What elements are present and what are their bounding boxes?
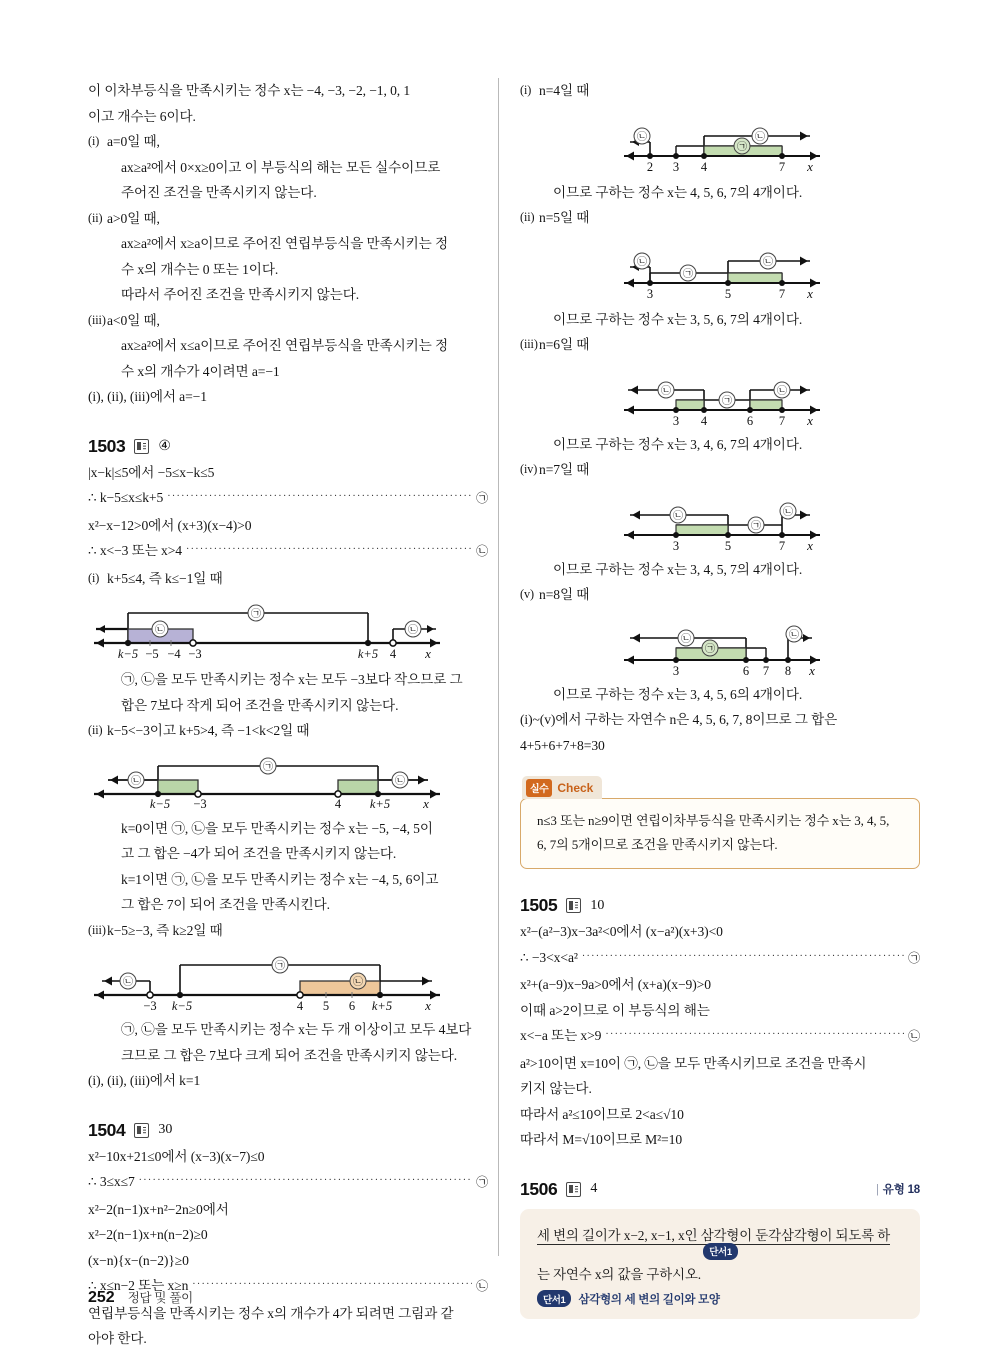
problem-header-1504 bbox=[88, 1120, 488, 1141]
text-line: 이므로 구하는 정수 x는 3, 5, 6, 7의 4개이다. bbox=[553, 311, 803, 327]
text-line: x²−(a²−3)x−3a²<0에서 (x−a²)(x+3)<0 bbox=[520, 924, 723, 939]
case-i bbox=[520, 78, 920, 104]
svg-text:㉠: ㉠ bbox=[251, 609, 261, 620]
check-callout bbox=[520, 776, 920, 869]
case-iii bbox=[520, 332, 920, 358]
svg-text:2: 2 bbox=[646, 159, 654, 174]
text-line: 그 합은 7이 되어 조건을 만족시킨다. bbox=[121, 897, 330, 912]
text-line: ∴ −3<x<a² bbox=[520, 949, 578, 965]
numberline-n-8-svg bbox=[520, 616, 900, 676]
text-line: ∴ x<−3 또는 x>4 bbox=[88, 543, 182, 558]
eq-tag: ㉠ bbox=[476, 491, 488, 505]
problem-1504 bbox=[88, 1120, 488, 1352]
text-line: x²−x−12>0에서 (x+3)(x−4)>0 bbox=[88, 517, 252, 533]
svg-text:㉠: ㉠ bbox=[737, 141, 747, 153]
problem-number: 1503 bbox=[88, 435, 126, 456]
text-line: ax≥a²에서 x≥a이므로 주어진 연립부등식을 만족시키는 정 bbox=[121, 236, 449, 251]
svg-text:5: 5 bbox=[724, 538, 732, 551]
case-text: a<0일 때, bbox=[107, 312, 160, 328]
svg-text:㉡: ㉡ bbox=[637, 131, 647, 143]
case-text: n=5일 때 bbox=[539, 210, 590, 225]
text-line: 합은 7보다 작게 되어 조건을 만족시키지 않는다. bbox=[121, 697, 399, 713]
svg-text:−4: −4 bbox=[167, 647, 181, 661]
svg-text:x: x bbox=[807, 285, 813, 301]
svg-text:7: 7 bbox=[778, 159, 786, 174]
numberline-n-5-svg bbox=[520, 239, 900, 301]
numberline-minus1-lt-k-lt-2-svg bbox=[88, 752, 448, 810]
figure-numberline-n5 bbox=[520, 239, 920, 301]
figure-numberline-n6 bbox=[520, 366, 920, 426]
case-marker: (iii) bbox=[88, 312, 106, 327]
eq-tag: ㉡ bbox=[908, 1029, 920, 1043]
svg-text:6: 6 bbox=[746, 413, 754, 426]
svg-text:㉠: ㉠ bbox=[263, 761, 273, 773]
tagged-line bbox=[88, 1169, 488, 1197]
conclusion-line: (i)~(v)에서 구하는 자연수 n은 4, 5, 6, 7, 8이므로 그 합은 bbox=[520, 712, 838, 727]
text-line: n≤3 또는 n≥9이면 연립이차부등식을 만족시키는 정수 x는 3, 4, 5, bbox=[537, 813, 890, 828]
left-column bbox=[88, 78, 488, 1352]
dot-leader bbox=[186, 535, 472, 563]
case-marker: (i) bbox=[520, 83, 532, 97]
text-line: k=0이면 ㉠, ㉡을 모두 만족시키는 정수 x는 −5, −4, 5이 bbox=[121, 820, 433, 836]
clue-badge: 단서1 bbox=[537, 1290, 571, 1307]
text-line: 수 x의 개수가 4이려면 a=−1 bbox=[121, 363, 280, 379]
text-line: x<−a 또는 x>9 bbox=[520, 1028, 602, 1043]
clue-explanation-row bbox=[537, 1290, 904, 1307]
text-line: x²+(a−9)x−9a>0에서 (x+a)(x−9)>0 bbox=[520, 977, 711, 992]
case-text: a=0일 때, bbox=[107, 134, 160, 149]
problem-number: 1505 bbox=[520, 895, 558, 915]
column-divider bbox=[498, 78, 499, 1256]
tagged-line bbox=[88, 538, 488, 566]
svg-text:k−5: k−5 bbox=[117, 647, 139, 661]
check-tab bbox=[522, 776, 602, 799]
answer-icon bbox=[566, 1182, 581, 1197]
tagged-line bbox=[520, 1023, 920, 1051]
svg-text:x: x bbox=[807, 537, 813, 551]
svg-text:−3: −3 bbox=[188, 647, 202, 661]
text-line: 이므로 구하는 정수 x는 3, 4, 5, 6의 4개이다. bbox=[553, 686, 803, 702]
svg-text:㉠: ㉠ bbox=[705, 643, 715, 655]
svg-text:4: 4 bbox=[296, 999, 304, 1011]
svg-text:4: 4 bbox=[389, 647, 397, 661]
svg-text:5: 5 bbox=[322, 999, 330, 1011]
svg-text:㉡: ㉡ bbox=[783, 506, 793, 518]
svg-text:6: 6 bbox=[348, 999, 356, 1011]
eq-tag: ㉡ bbox=[476, 1279, 488, 1293]
case-marker: (ii) bbox=[88, 723, 103, 737]
conclusion-line: (i), (ii), (iii)에서 a=−1 bbox=[88, 389, 207, 404]
dot-leader bbox=[192, 1270, 472, 1298]
svg-text:k+5: k+5 bbox=[357, 647, 379, 661]
case-iii bbox=[88, 918, 488, 944]
problem-header-1503 bbox=[88, 436, 488, 457]
text-line: ∴ k−5≤x≤k+5 bbox=[88, 490, 164, 505]
svg-text:3: 3 bbox=[672, 413, 680, 426]
case-i bbox=[88, 129, 488, 155]
figure-numberline-n4 bbox=[520, 112, 920, 174]
answer-value: ④ bbox=[158, 438, 171, 454]
type-divider: | bbox=[875, 1184, 879, 1196]
text-line: 따라서 a²≤10이므로 2<a≤√10 bbox=[520, 1106, 684, 1122]
svg-text:7: 7 bbox=[762, 663, 770, 676]
text-line: 아야 한다. bbox=[88, 1331, 147, 1346]
case-text: n=8일 때 bbox=[539, 587, 590, 602]
svg-text:k−5: k−5 bbox=[149, 796, 171, 810]
svg-text:−3: −3 bbox=[143, 999, 157, 1011]
text-line: 따라서 주어진 조건을 만족시키지 않는다. bbox=[121, 287, 360, 302]
text-line: 이고 개수는 6이다. bbox=[88, 108, 196, 124]
svg-text:8: 8 bbox=[784, 663, 792, 676]
svg-text:4: 4 bbox=[700, 159, 708, 174]
svg-text:k−5: k−5 bbox=[171, 999, 193, 1011]
svg-text:7: 7 bbox=[778, 538, 786, 551]
case-i bbox=[88, 566, 488, 592]
eq-tag: ㉡ bbox=[476, 544, 488, 558]
svg-text:5: 5 bbox=[724, 286, 732, 301]
numberline-n-6-svg bbox=[520, 366, 900, 426]
text-line: ㉠, ㉡을 모두 만족시키는 정수 x는 모두 −3보다 작으므로 그 bbox=[121, 672, 463, 687]
text-line: 이므로 구하는 정수 x는 3, 4, 5, 7의 4개이다. bbox=[553, 561, 803, 577]
conclusion-line: (i), (ii), (iii)에서 k=1 bbox=[88, 1073, 201, 1088]
dot-leader bbox=[167, 482, 472, 510]
figure-numberline-1 bbox=[88, 599, 488, 661]
problem-1505 bbox=[520, 895, 920, 1153]
svg-text:㉡: ㉡ bbox=[777, 385, 787, 397]
svg-text:㉠: ㉠ bbox=[683, 268, 693, 280]
conclusion-line: 4+5+6+7+8=30 bbox=[520, 737, 605, 753]
numberline-k-le-minus1-svg bbox=[88, 599, 448, 661]
text-line: 이 이차부등식을 만족시키는 정수 x는 −4, −3, −2, −1, 0, 1 bbox=[88, 83, 411, 98]
dot-leader bbox=[582, 942, 904, 970]
answer-value: 4 bbox=[590, 1181, 598, 1196]
svg-text:7: 7 bbox=[778, 413, 786, 426]
case-marker: (iii) bbox=[88, 922, 106, 937]
case-marker: (i) bbox=[88, 570, 100, 585]
solution-continuation-1504 bbox=[520, 78, 920, 758]
text-line: 크므로 그 합은 7보다 크게 되어 조건을 만족시키지 않는다. bbox=[121, 1047, 458, 1063]
case-text: k−5≥−3, 즉 k≥2일 때 bbox=[107, 922, 223, 938]
case-iv bbox=[520, 457, 920, 483]
case-marker: (ii) bbox=[88, 210, 103, 225]
case-v bbox=[520, 582, 920, 608]
text-line: x²−2(n−1)x+n²−2n≥0에서 bbox=[88, 1201, 229, 1217]
svg-text:x: x bbox=[809, 662, 815, 676]
clue-text: 삼각형의 세 변의 길이와 모양 bbox=[578, 1293, 720, 1306]
svg-text:3: 3 bbox=[672, 663, 680, 676]
case-marker: (iii) bbox=[520, 337, 538, 351]
svg-text:4: 4 bbox=[700, 413, 708, 426]
figure-numberline-n7 bbox=[520, 491, 920, 551]
tagged-line bbox=[88, 485, 488, 513]
solution-continuation-1502 bbox=[88, 78, 488, 410]
dot-leader bbox=[139, 1166, 472, 1194]
figure-numberline-2 bbox=[88, 752, 488, 810]
question-restate-box bbox=[520, 1209, 920, 1320]
svg-text:㉡: ㉡ bbox=[673, 510, 683, 522]
answer-value: 10 bbox=[590, 897, 605, 913]
svg-text:㉡: ㉡ bbox=[408, 625, 418, 636]
case-text: n=6일 때 bbox=[539, 337, 590, 352]
text-line: k=1이면 ㉠, ㉡을 모두 만족시키는 정수 x는 −4, 5, 6이고 bbox=[121, 871, 439, 887]
footer-label: 정답 및 풀이 bbox=[127, 1291, 193, 1305]
text-line: (x−n){x−(n−2)}≥0 bbox=[88, 1252, 189, 1268]
svg-text:x: x bbox=[425, 646, 431, 661]
case-iii bbox=[88, 308, 488, 334]
svg-text:㉠: ㉠ bbox=[751, 520, 761, 532]
question-line-2: 는 자연수 x의 값을 구하시오. bbox=[537, 1267, 702, 1282]
case-text: k−5<−3이고 k+5>4, 즉 −1<k<2일 때 bbox=[107, 723, 310, 738]
svg-text:3: 3 bbox=[672, 538, 680, 551]
case-marker: (v) bbox=[520, 587, 534, 601]
svg-text:x: x bbox=[425, 998, 431, 1011]
check-badge: 실수 bbox=[526, 779, 552, 797]
text-line: 수 x의 개수는 0 또는 1이다. bbox=[121, 261, 279, 277]
case-marker: (ii) bbox=[520, 210, 535, 224]
svg-text:k+5: k+5 bbox=[369, 796, 391, 810]
text-line: |x−k|≤5에서 −5≤x−k≤5 bbox=[88, 464, 215, 480]
svg-text:㉡: ㉡ bbox=[763, 256, 773, 268]
text-line: ㉠, ㉡을 모두 만족시키는 정수 x는 두 개 이상이고 모두 4보다 bbox=[121, 1022, 472, 1037]
case-marker: (i) bbox=[88, 134, 100, 148]
text-line: 연립부등식을 만족시키는 정수 x의 개수가 4가 되려면 그림과 같 bbox=[88, 1305, 454, 1321]
text-line: 이때 a>2이므로 이 부등식의 해는 bbox=[520, 1002, 710, 1018]
text-line: a²>10이면 x=10이 ㉠, ㉡을 모두 만족시키므로 조건을 만족시 bbox=[520, 1055, 867, 1071]
text-line: ∴ 3≤x≤7 bbox=[88, 1174, 135, 1189]
problem-number: 1504 bbox=[88, 1119, 126, 1140]
svg-text:x: x bbox=[423, 795, 429, 810]
svg-text:㉡: ㉡ bbox=[131, 775, 141, 787]
problem-1503 bbox=[88, 436, 488, 1094]
svg-text:㉡: ㉡ bbox=[681, 633, 691, 645]
text-line: ∴ x≤n−2 또는 x≥n bbox=[88, 1278, 189, 1293]
svg-text:3: 3 bbox=[646, 286, 654, 301]
svg-text:3: 3 bbox=[672, 159, 680, 174]
problem-number: 1506 bbox=[520, 1178, 558, 1199]
svg-text:x: x bbox=[807, 412, 813, 426]
text-line: ax≥a²에서 0×x≥0이고 이 부등식의 해는 모든 실수이므로 bbox=[121, 159, 441, 175]
svg-text:k+5: k+5 bbox=[371, 999, 393, 1011]
svg-text:x: x bbox=[807, 158, 813, 174]
problem-header-1505 bbox=[520, 895, 920, 916]
case-marker: (iv) bbox=[520, 462, 538, 476]
right-column bbox=[520, 78, 920, 1319]
case-text: k+5≤4, 즉 k≤−1일 때 bbox=[107, 570, 223, 586]
text-line: ax≥a²에서 x≤a이므로 주어진 연립부등식을 만족시키는 정 bbox=[121, 338, 449, 353]
answer-icon bbox=[134, 439, 149, 454]
case-ii bbox=[88, 206, 488, 232]
numberline-n-7-svg bbox=[520, 491, 900, 551]
text-line: 키지 않는다. bbox=[520, 1081, 592, 1096]
case-ii bbox=[520, 205, 920, 231]
page-footer bbox=[88, 1288, 193, 1307]
case-text: a>0일 때, bbox=[107, 210, 160, 226]
type-text: 유형 18 bbox=[882, 1184, 920, 1196]
svg-text:−3: −3 bbox=[193, 796, 207, 810]
problem-header-1506 bbox=[520, 1179, 920, 1200]
text-line: 주어진 조건을 만족시키지 않는다. bbox=[121, 185, 317, 200]
check-title: Check bbox=[557, 780, 594, 795]
case-text: n=4일 때 bbox=[539, 83, 590, 98]
text-line: x²−2(n−1)x+n(n−2)≥0 bbox=[88, 1227, 208, 1242]
svg-text:㉡: ㉡ bbox=[755, 131, 765, 143]
numberline-k-ge-2-svg bbox=[88, 951, 448, 1011]
eq-tag: ㉠ bbox=[476, 1175, 488, 1189]
page-number: 252 bbox=[88, 1289, 115, 1306]
svg-text:㉡: ㉡ bbox=[353, 977, 363, 988]
check-body bbox=[520, 798, 920, 869]
svg-text:㉡: ㉡ bbox=[155, 625, 165, 636]
dot-leader bbox=[605, 1020, 904, 1048]
eq-tag: ㉠ bbox=[908, 950, 920, 965]
answer-value: 30 bbox=[158, 1122, 173, 1137]
svg-text:6: 6 bbox=[742, 663, 750, 676]
clue-badge: 단서1 bbox=[703, 1243, 737, 1260]
text-line: 6, 7의 5개이므로 조건을 만족시키지 않는다. bbox=[537, 837, 778, 852]
case-text: n=7일 때 bbox=[539, 462, 590, 477]
text-line: x²−10x+21≤0에서 (x−3)(x−7)≤0 bbox=[88, 1148, 265, 1164]
svg-text:㉠: ㉠ bbox=[275, 961, 285, 972]
case-ii bbox=[88, 718, 488, 744]
svg-text:㉡: ㉡ bbox=[789, 629, 799, 641]
svg-text:4: 4 bbox=[334, 796, 342, 810]
figure-numberline-n8 bbox=[520, 616, 920, 676]
figure-numberline-3 bbox=[88, 951, 488, 1011]
text-line: 고 그 합은 −4가 되어 조건을 만족시키지 않는다. bbox=[121, 846, 397, 861]
text-line: 따라서 M=√10이므로 M²=10 bbox=[520, 1132, 683, 1147]
problem-1506 bbox=[520, 1179, 920, 1320]
svg-text:7: 7 bbox=[778, 286, 786, 301]
svg-text:㉡: ㉡ bbox=[637, 256, 647, 268]
svg-text:㉡: ㉡ bbox=[661, 385, 671, 397]
answer-icon bbox=[566, 898, 581, 913]
svg-text:−5: −5 bbox=[145, 647, 159, 661]
text-line: 이므로 구하는 정수 x는 3, 4, 6, 7의 4개이다. bbox=[553, 436, 803, 452]
numberline-n-4-svg bbox=[520, 112, 900, 174]
svg-text:㉠: ㉠ bbox=[722, 395, 732, 407]
problem-type-label bbox=[876, 1181, 920, 1197]
text-line: 이므로 구하는 정수 x는 4, 5, 6, 7의 4개이다. bbox=[553, 184, 803, 200]
underlined-clue: 세 변의 길이가 x−2, x−1, x인 삼각형이 둔각삼각형이 되도록 하 bbox=[537, 1227, 891, 1243]
tagged-line bbox=[520, 945, 920, 973]
answer-icon bbox=[134, 1123, 149, 1138]
svg-text:㉡: ㉡ bbox=[395, 775, 405, 787]
svg-text:㉡: ㉡ bbox=[123, 977, 133, 988]
